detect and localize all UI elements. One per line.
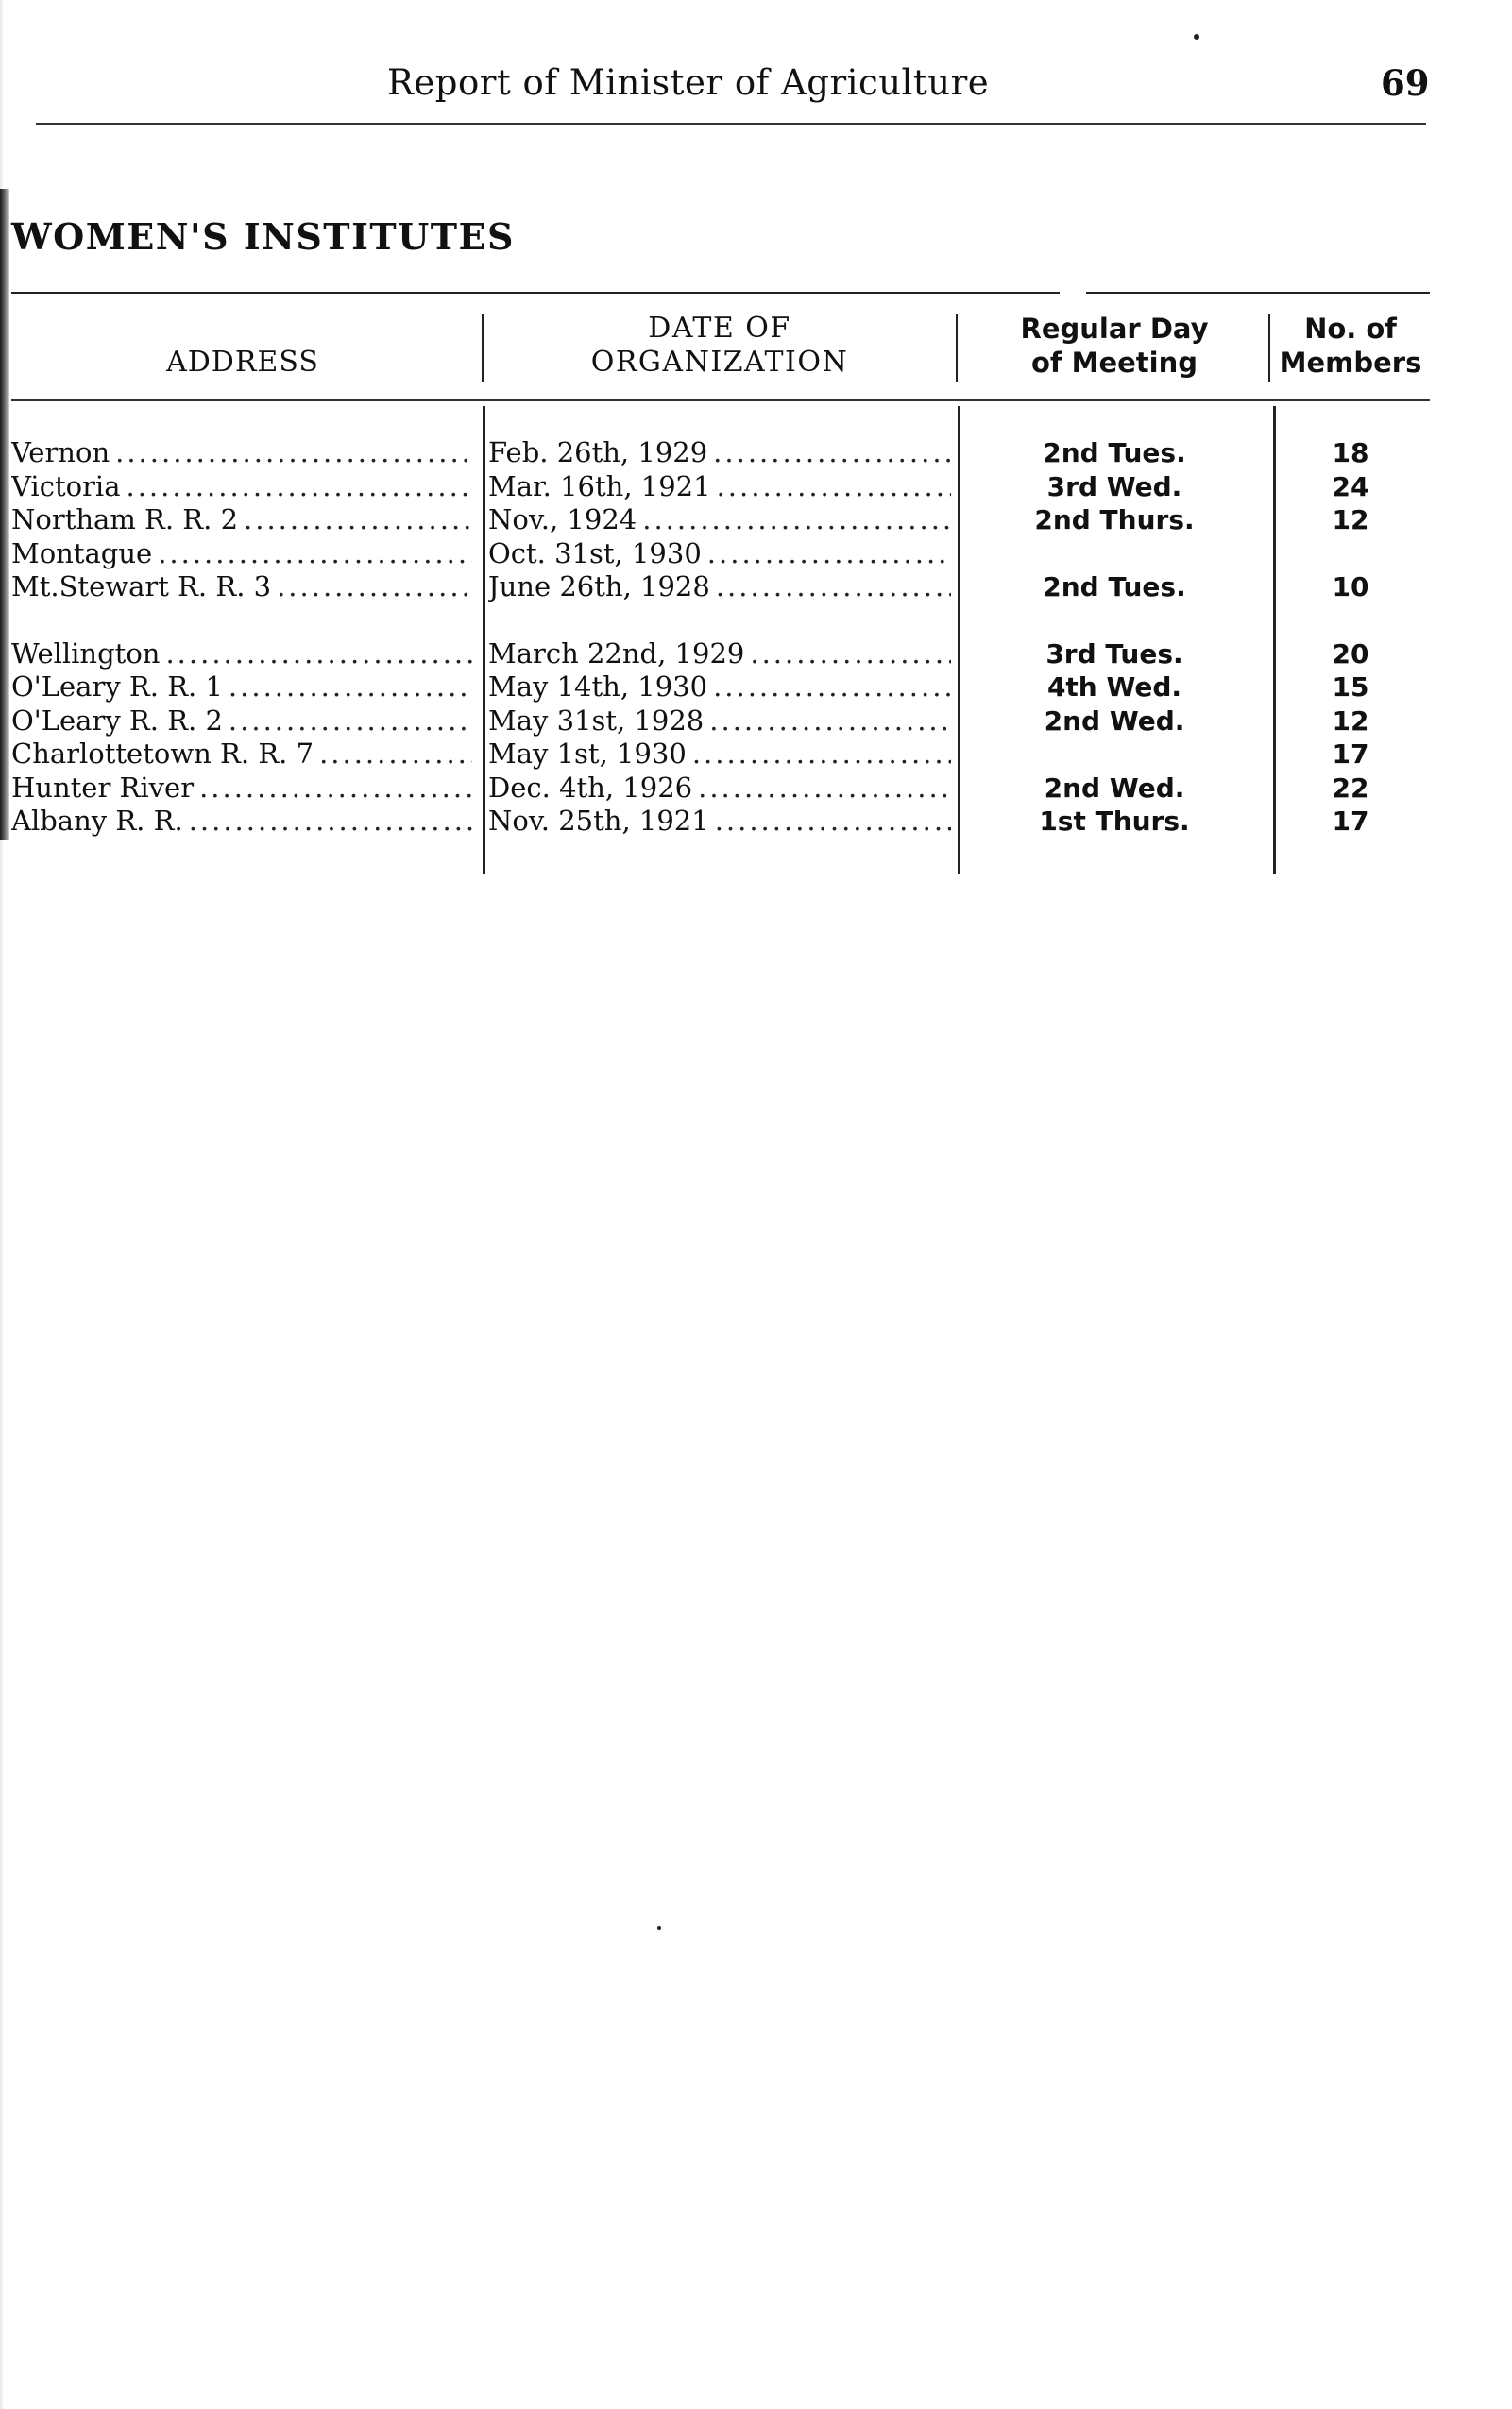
address-cell	[11, 470, 472, 504]
dot-leader	[158, 537, 472, 571]
dot-leader	[698, 772, 951, 806]
table-row	[0, 805, 1512, 839]
meeting-cell: 2nd Wed.	[1044, 704, 1185, 737]
table-row	[0, 670, 1512, 704]
address-text: Vernon	[11, 436, 110, 468]
column-header-address-label: ADDRESS	[166, 346, 319, 379]
address-text: Hunter River	[11, 771, 195, 804]
column-header-meeting-line1: Regular Day	[1020, 313, 1209, 345]
table-row	[0, 436, 1512, 470]
date-text: Mar. 16th, 1921	[488, 469, 711, 502]
table-top-rule	[11, 292, 1060, 294]
date-cell	[488, 704, 951, 738]
date-cell	[488, 570, 951, 604]
dot-leader	[709, 704, 951, 738]
dot-leader	[692, 738, 951, 772]
date-cell	[488, 503, 951, 537]
address-cell	[11, 503, 472, 537]
address-cell	[11, 637, 472, 671]
column-header-address	[11, 346, 474, 380]
institutes-table-body	[0, 436, 1512, 839]
date-cell	[488, 772, 951, 806]
address-text: Mt.Stewart R. R. 3	[11, 570, 272, 602]
dot-leader	[713, 670, 951, 704]
header-rule	[36, 123, 1426, 125]
column-header-meeting	[959, 312, 1270, 380]
print-speck	[1194, 34, 1199, 40]
address-text: Albany R. R.	[11, 805, 183, 837]
meeting-cell: 3rd Wed.	[1046, 470, 1182, 502]
date-text: May 14th, 1930	[488, 670, 708, 703]
table-row	[0, 704, 1512, 738]
print-speck	[657, 1926, 661, 1930]
date-cell	[488, 436, 951, 470]
header-column-divider	[482, 314, 484, 382]
dot-leader	[717, 470, 951, 504]
address-text: Montague	[11, 536, 153, 569]
table-row	[0, 470, 1512, 504]
dot-leader	[229, 670, 472, 704]
dot-leader	[189, 805, 472, 839]
members-cell: 10	[1332, 571, 1369, 602]
address-text: Victoria	[11, 469, 121, 502]
table-row	[0, 537, 1512, 571]
dot-leader	[199, 772, 472, 806]
address-text: O'Leary R. R. 1	[11, 670, 223, 703]
meeting-cell: 1st Thurs.	[1039, 806, 1190, 837]
members-cell: 24	[1332, 470, 1369, 502]
dot-leader	[642, 503, 951, 537]
members-cell: 17	[1332, 738, 1369, 770]
dot-leader	[707, 537, 951, 571]
address-cell	[11, 537, 472, 571]
header-column-divider	[1268, 314, 1270, 382]
header-bottom-rule	[11, 399, 1430, 401]
address-text: O'Leary R. R. 2	[11, 704, 223, 737]
column-header-date	[484, 312, 956, 380]
address-cell	[11, 738, 472, 772]
header-column-divider	[956, 314, 958, 382]
members-cell: 17	[1332, 806, 1369, 837]
column-header-date-line2: ORGANIZATION	[590, 346, 849, 379]
dot-leader	[713, 436, 951, 470]
table-row	[0, 772, 1512, 806]
dot-leader	[319, 738, 472, 772]
date-text: Feb. 26th, 1929	[488, 436, 708, 468]
members-cell: 20	[1332, 637, 1369, 670]
date-text: June 26th, 1928	[488, 570, 710, 602]
date-text: March 22nd, 1929	[488, 636, 745, 670]
address-cell	[11, 570, 472, 604]
section-title: WOMEN'S INSTITUTES	[11, 215, 515, 258]
dot-leader	[715, 805, 951, 839]
column-header-members-line1: No. of	[1304, 313, 1397, 345]
address-text: Wellington	[11, 636, 161, 670]
date-cell	[488, 470, 951, 504]
dot-leader	[244, 503, 472, 537]
table-top-rule	[1086, 292, 1430, 294]
date-text: May 31st, 1928	[488, 704, 705, 737]
date-cell	[488, 637, 951, 671]
date-cell	[488, 537, 951, 571]
dot-leader	[229, 704, 472, 738]
dot-leader	[165, 637, 472, 671]
address-cell	[11, 704, 472, 738]
address-text: Northam R. R. 2	[11, 503, 239, 535]
date-cell	[488, 805, 951, 839]
column-header-date-line1: DATE OF	[648, 312, 791, 345]
dot-leader	[127, 470, 473, 504]
date-text: Dec. 4th, 1926	[488, 771, 693, 804]
members-cell: 15	[1332, 671, 1369, 703]
meeting-cell: 2nd Tues.	[1043, 571, 1186, 602]
dot-leader	[277, 570, 472, 604]
meeting-cell: 3rd Tues.	[1045, 637, 1183, 670]
dot-leader	[716, 570, 951, 604]
column-header-meeting-line2: of Meeting	[1030, 347, 1198, 379]
members-cell: 12	[1332, 504, 1369, 535]
address-cell	[11, 436, 472, 470]
meeting-cell: 2nd Wed.	[1044, 772, 1185, 804]
meeting-cell: 2nd Tues.	[1043, 437, 1186, 468]
table-row	[0, 503, 1512, 537]
date-cell	[488, 738, 951, 772]
address-cell	[11, 772, 472, 806]
meeting-cell: 4th Wed.	[1046, 671, 1182, 703]
column-header-members	[1270, 312, 1431, 380]
date-text: Nov., 1924	[488, 503, 637, 535]
members-cell: 18	[1332, 437, 1369, 468]
date-text: Oct. 31st, 1930	[488, 536, 702, 569]
address-cell	[11, 670, 472, 704]
date-text: Nov. 25th, 1921	[488, 805, 709, 837]
table-row	[0, 637, 1512, 671]
table-row	[0, 738, 1512, 772]
members-cell: 22	[1332, 772, 1369, 804]
page-number: 69	[1381, 62, 1430, 104]
dot-leader	[750, 637, 951, 671]
members-cell: 12	[1332, 704, 1369, 737]
table-row	[0, 570, 1512, 604]
column-header-members-line2: Members	[1279, 347, 1422, 379]
running-header-title: Report of Minister of Agriculture	[387, 62, 990, 103]
date-cell	[488, 670, 951, 704]
dot-leader	[115, 436, 472, 470]
address-text: Charlottetown R. R. 7	[11, 738, 314, 770]
meeting-cell: 2nd Thurs.	[1034, 504, 1195, 535]
date-text: May 1st, 1930	[488, 738, 687, 770]
address-cell	[11, 805, 472, 839]
